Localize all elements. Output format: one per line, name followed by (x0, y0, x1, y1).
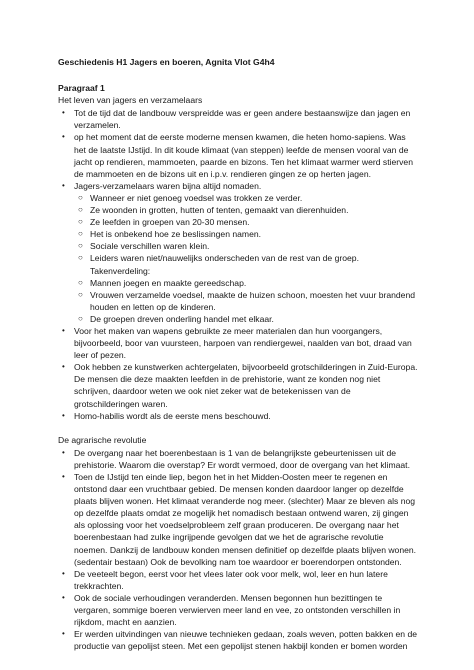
circle-bullet-icon: ○ (78, 289, 83, 299)
circle-bullet-icon: ○ (78, 253, 83, 263)
section-subheading-agrarian: De agrarische revolutie (58, 434, 147, 445)
section-spacer (58, 422, 418, 434)
bullet-icon: • (62, 472, 65, 481)
list-item: ○ Ze leefden in groepen van 20-30 mensen. (78, 217, 250, 228)
bullet-icon: • (62, 362, 65, 372)
document-body (58, 56, 418, 652)
bullet-icon: • (62, 447, 65, 457)
list-item: ○ De groepen dreven onderling handel met elkaar. (78, 313, 274, 324)
bullet-icon: • (62, 132, 65, 142)
list-item: ○ Ze woonden in grotten, hutten of tenten, gemaakt van dierenhuiden. (78, 205, 349, 216)
list-item: • op het moment dat de eerste moderne mensen kwamen, die heten homo-sapiens. Was het de laatste IJstijd. In dit koude klimaat (van steppen) leefde de mensen vooral van de jacht op rendieren, mammoeten, paarde en bizons. Ten het klimaat warmer werd stierven de mammoeten en de bizons uit en i.p.v. rendieren gingen ze op herten jagen. (62, 132, 413, 179)
list-item: • Ook de sociale verhoudingen veranderden. Mensen begonnen hun bezittingen te vergaren, sommige boeren verwierven meer land en vee, zo ontstonden verschillen in rijkdom, macht en aanzien. (62, 592, 401, 628)
circle-bullet-icon: ○ (78, 217, 83, 227)
list-item: ○ Het is onbekend hoe ze beslissingen namen. (78, 229, 262, 240)
sub-bullet-list-nomads (74, 192, 418, 265)
sub-bullet-list-tasks (74, 277, 418, 325)
bullet-icon: • (62, 325, 65, 335)
bullet-icon: • (62, 410, 65, 420)
bullet-list-hunters-b (58, 325, 418, 422)
list-item: ○ Vrouwen verzamelde voedsel, maakte de huizen schoon, moesten het vuur brandend houden en letten op de kinderen. (78, 289, 416, 312)
bullet-icon: • (62, 592, 65, 602)
bullet-icon: • (62, 180, 65, 190)
circle-bullet-icon: ○ (78, 229, 83, 239)
circle-bullet-icon: ○ (78, 205, 83, 215)
list-item: ○ Mannen joegen en maakte gereedschap. (78, 277, 247, 288)
takenverdeling-label: Takenverdeling: (90, 265, 151, 276)
bullet-icon: • (62, 629, 65, 639)
bullet-icon: • (62, 568, 65, 578)
circle-bullet-icon: ○ (78, 241, 83, 251)
list-item: • De overgang naar het boerenbestaan is 1 van de belangrijkste gebeurtenissen uit de prehistorie. Waarom die overstap? Er wordt vermoed, door de overgang van het klimaat. (62, 447, 410, 470)
circle-bullet-icon: ○ (78, 277, 83, 287)
list-item: • Ook hebben ze kunstwerken achtergelaten, bijvoorbeeld grotschilderingen in Zuid-Europa. De mensen die deze maakten leefden in de prehistorie, want ze konden nog niet schrijven, daardoor weten we ook niet zeker wat de betekenissen van de grotschilderingen waren. (62, 362, 418, 409)
list-item: • Homo-habilis wordt als de eerste mens beschouwd. (62, 410, 271, 421)
document-title: Geschiedenis H1 Jagers en boeren, Agnita Vlot G4h4 (58, 57, 275, 67)
circle-bullet-icon: ○ (78, 192, 83, 202)
list-item: • Tot de tijd dat de landbouw verspreidde was er geen andere bestaanswijze dan jagen en verzamelen. (62, 108, 411, 131)
list-item: ○ Sociale verschillen waren klein. (78, 241, 210, 252)
paragraph-heading: Paragraaf 1 (58, 83, 105, 94)
list-item: • Voor het maken van wapens gebruikte ze meer materialen dan hun voorgangers, bijvoorbeeld, boor van vuursteen, harpoen van rendiergewei, naalden van bot, draad van leer of pezen. (62, 325, 412, 361)
bullet-list-hunters-a (58, 107, 418, 192)
list-item: • De veeteelt begon, eerst voor het vlees later ook voor melk, wol, leer en hun latere trekkrachten. (62, 568, 388, 591)
circle-bullet-icon: ○ (78, 313, 83, 323)
list-item: • Toen de IJstijd ten einde liep, begon het in het Midden-Oosten meer te regenen en ontstond daar een vruchtbaar gebied. De mensen konden daardoor langer op dezelfde plaats blijven wonen. Het klimaat veranderde nog meer. (slechter) Maar ze bleven als nog op dezelfde plaats omdat ze mogelijk het nomadisch bestaan ontwend waren, zij gingen als oplossing voor het voedselprobleem zelf graan produceren. De overgang naar het boerenbestaan had zulke ingrijpende gevolgen dat we het de agrarische revolutie noemen. Dankzij de landbouw konden mensen definitief op dezelfde plaats blijven wonen. (sedentair bestaan) Ook de bevolking nam toe waardoor er boerendorpen ontstonden. (62, 472, 417, 567)
list-item: • Er werden uitvindingen van nieuwe technieken gedaan, zoals weven, potten bakken en de productie van gepolijst steen. Met een gepolijst stenen hakbijl konden er bomen worden (62, 629, 418, 652)
bullet-list-agrarian (58, 447, 418, 653)
list-item: • Jagers-verzamelaars waren bijna altijd nomaden. (62, 180, 262, 191)
bullet-icon: • (62, 108, 65, 118)
list-item: ○ Leiders waren niet/nauwelijks onderscheden van de rest van de groep. (78, 253, 359, 264)
section-subheading-hunters: Het leven van jagers en verzamelaars (58, 95, 203, 106)
list-item: ○ Wanneer er niet genoeg voedsel was trokken ze verder. (78, 192, 303, 203)
